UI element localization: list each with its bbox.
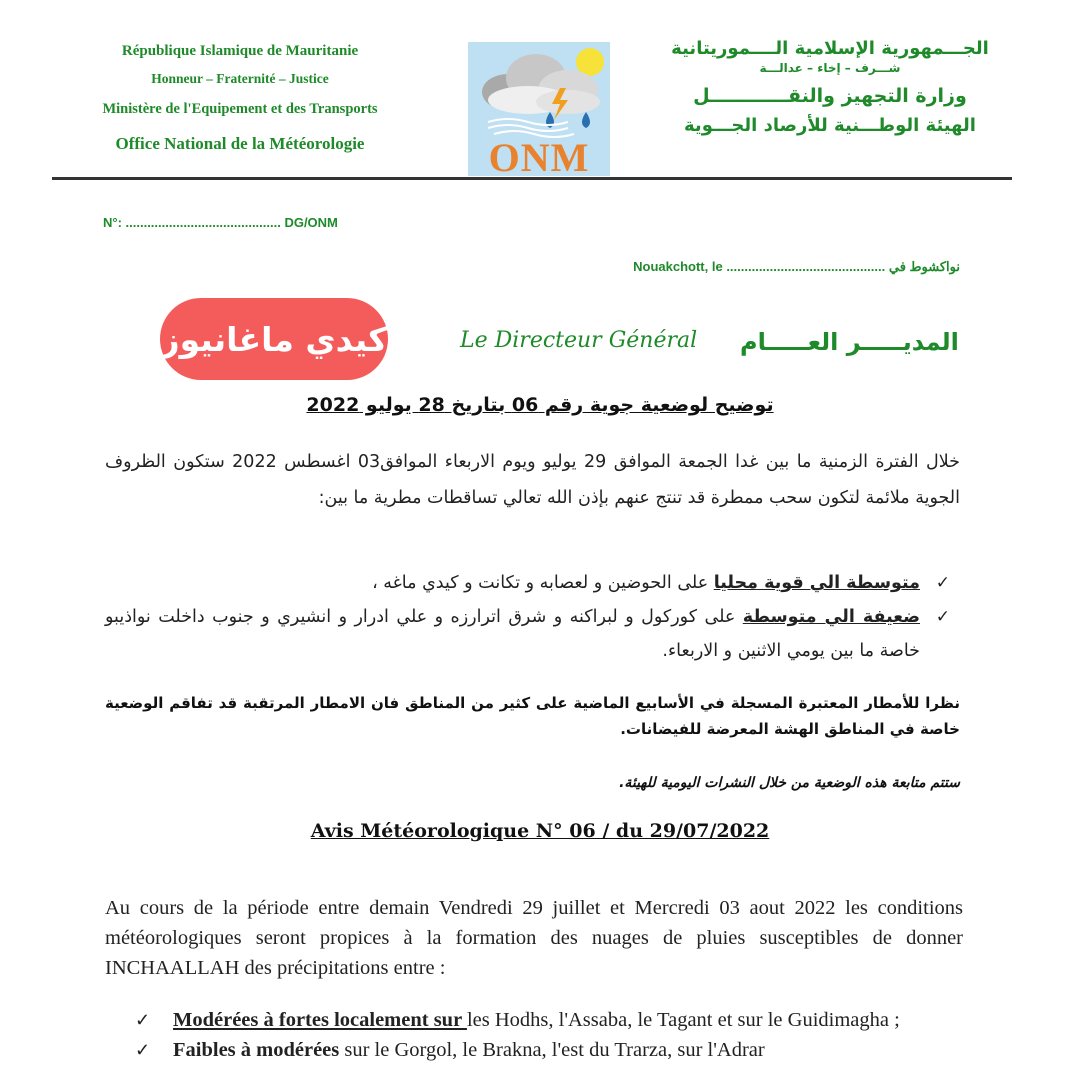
country-name-ar: الجـــمهورية الإسلامية الــــموريتانية xyxy=(671,38,989,59)
header-divider xyxy=(52,177,1012,180)
region-text: les Hodhs, l'Assaba, le Tagant et sur le Guidimagha ; xyxy=(466,1009,900,1031)
arabic-title: توضيح لوضعية جوية رقم 06 بتاريخ 28 يوليو 2022 xyxy=(306,394,774,416)
intensity-label: متوسطة الي قوية محليا xyxy=(713,573,920,593)
intensity-label: Modérées à fortes localement sur xyxy=(173,1009,467,1031)
reference-number: N°: ........................................... DG/ONM xyxy=(103,215,338,230)
header-left-french xyxy=(55,40,425,154)
place-date-line: Nouakchott, le ............................................ نواكشوط في xyxy=(633,259,960,274)
french-intro-paragraph: Au cours de la période entre demain Vendredi 29 juillet et Mercredi 03 aout 2022 les conditions météorologiques seront propices à la formation des nuages de pluies susceptibles de donner INCHAALLAH des précipitations entre : xyxy=(105,897,963,979)
arabic-forecast-list xyxy=(105,566,960,668)
ministry-ar: وزارة التجهيز والنقــــــــــــل xyxy=(693,85,967,107)
country-name-fr: République Islamique de Mauritanie xyxy=(121,43,359,59)
region-text: sur le Gorgol, le Brakna, l'est du Trarza, sur l'Adrar xyxy=(339,1039,765,1061)
checkmark-icon: ✓ xyxy=(135,1040,151,1060)
ministry-fr: Ministère de l'Equipement et des Transports xyxy=(102,101,378,117)
french-forecast-list xyxy=(135,1005,963,1065)
checkmark-icon: ✓ xyxy=(935,607,950,627)
motto-ar: شـــرف – إخاء – عدالـــة xyxy=(759,61,901,75)
logo-text: ONM xyxy=(488,135,590,176)
region-text: على الحوضين و لعصابه و تكانت و كيدي ماغه ، xyxy=(372,573,714,593)
arabic-intro-paragraph: خلال الفترة الزمنية ما بين غدا الجمعة الموافق 29 يوليو ويوم الاربعاء الموافق03 اغسطس 2022 ستكون الظروف الجوية ملائمة لتكون سحب ممطرة قد تنتج عنهم بإذن الله تعالي تساقطات مطرية ما بين: xyxy=(105,452,960,508)
arabic-warning: نظرا للأمطار المعتبرة المسجلة في الأسابيع الماضية على كثير من المناطق فان الامطار المرتقبة قد تفاقم الوضعية خاصة في المناطق الهشة المعرضة للفيضانات. xyxy=(105,694,960,738)
region-text: على كوركول و لبراكنه و شرق اترارزه و علي ادرار و انشيري و جنوب داخلت نواذيبو خاصة ما بين يومي الاثنين و الاربعاء. xyxy=(105,607,920,661)
arabic-followup: ستتم متابعة هذه الوضعية من خلال النشرات اليومية للهيئة. xyxy=(619,775,960,791)
watermark-badge xyxy=(160,298,388,380)
director-general-ar: المديـــــر العـــــام xyxy=(740,328,959,356)
header-right-arabic xyxy=(640,38,1020,136)
list-item xyxy=(135,1005,963,1035)
director-general-fr: Le Directeur Général xyxy=(460,328,698,353)
list-item xyxy=(105,566,960,600)
list-item xyxy=(135,1035,963,1065)
intensity-label: ضعيفة الي متوسطة xyxy=(742,607,921,627)
badge-text: كيدي ماغانيوز xyxy=(160,319,388,359)
list-item xyxy=(105,600,960,668)
motto-fr: Honneur – Fraternité – Justice xyxy=(151,71,329,86)
office-ar: الهيئة الوطـــنية للأرصاد الجـــوية xyxy=(684,115,976,136)
checkmark-icon: ✓ xyxy=(135,1010,151,1030)
french-title: Avis Météorologique N° 06 / du 29/07/2022 xyxy=(310,820,770,842)
checkmark-icon: ✓ xyxy=(935,573,950,593)
onm-logo xyxy=(468,42,610,176)
intensity-label: Faibles à modérées xyxy=(173,1039,340,1061)
office-fr: Office National de la Météorologie xyxy=(115,134,365,153)
